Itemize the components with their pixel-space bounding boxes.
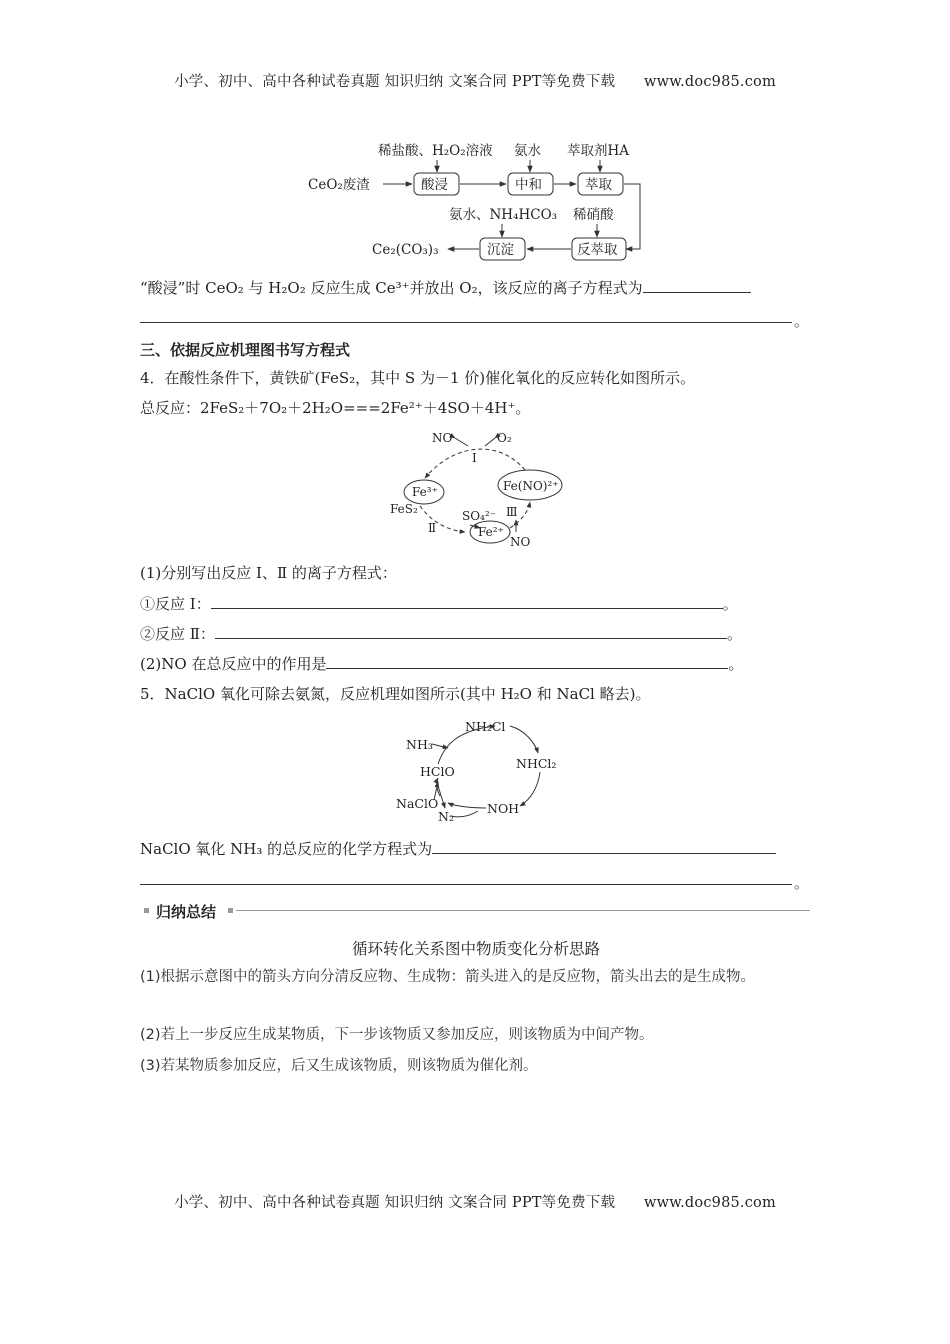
q4-part2: (2)NO 在总反应中的作用是	[140, 655, 327, 673]
footer-text: 小学、初中、高中各种试卷真题 知识归纳 文案合同 PPT等免费下载	[174, 1195, 616, 1211]
naclo-mechanism-diagram	[0, 708, 950, 828]
q4-part2-blank[interactable]	[326, 652, 728, 669]
flow-start: CeO₂废渣	[308, 177, 370, 193]
q4-r1-line	[140, 592, 812, 615]
q4-part2-line	[140, 652, 812, 675]
flow-step-4: 沉淀	[487, 242, 514, 258]
q3-end: 。	[794, 312, 810, 330]
d5-hclo: HClO	[420, 764, 455, 779]
q4-r1-end: 。	[722, 595, 738, 613]
flow-reagent-5: 稀硝酸	[573, 207, 614, 223]
d4-roman-2: Ⅱ	[428, 521, 437, 535]
summary-p3: (3)若某物质参加反应，后又生成该物质，则该物质为催化剂。	[140, 1058, 538, 1074]
d4-so4: SO₄²⁻	[462, 509, 497, 523]
summary-label: 归纳总结	[156, 903, 217, 921]
d5-nh3: NH₃	[406, 737, 433, 752]
flow-step-1: 酸浸	[421, 177, 448, 193]
q4-r2-label: ②反应 Ⅱ：	[140, 625, 215, 643]
q5-question-line	[140, 837, 812, 860]
d5-nh2cl: NH₂Cl	[465, 719, 506, 734]
summary-p2: (2)若上一步反应生成某物质，下一步该物质又参加反应，则该物质为中间产物。	[140, 1027, 654, 1043]
header-text: 小学、初中、高中各种试卷真题 知识归纳 文案合同 PPT等免费下载	[174, 74, 616, 90]
d4-no-bottom: NO	[510, 535, 531, 549]
flow-reagent-1: 稀盐酸、H₂O₂溶液	[378, 143, 493, 159]
d4-fes2: FeS₂	[390, 502, 418, 516]
q5-question: NaClO 氧化 NH₃ 的总反应的化学方程式为	[140, 840, 433, 858]
q3-text: “酸浸”时 CeO₂ 与 H₂O₂ 反应生成 Ce³⁺并放出 O₂，该反应的离子方程式为	[140, 279, 643, 297]
d5-naclo: NaClO	[396, 796, 439, 811]
d5-nhcl2: NHCl₂	[516, 756, 557, 771]
q4-stem: 4．在酸性条件下，黄铁矿(FeS₂，其中 S 为－1 价)催化氧化的反应转化如图所示。	[140, 369, 696, 387]
q4-part2-end: 。	[728, 655, 744, 673]
q5-answer-blank-2[interactable]	[140, 884, 792, 885]
q5-answer-blank-1[interactable]	[432, 837, 776, 854]
q5-end: 。	[794, 874, 810, 892]
summary-title: 循环转化关系图中物质变化分析思路	[351, 940, 600, 958]
flow-reagent-3: 萃取剂HA	[567, 143, 630, 159]
q4-r2-blank[interactable]	[215, 622, 727, 639]
header-site[interactable]: www.doc985.com	[643, 74, 776, 90]
q3-answer-blank-2[interactable]	[140, 322, 792, 323]
d4-o2: O₂	[497, 431, 512, 445]
summary-bullet-left	[144, 908, 149, 913]
d5-noh: NOH	[487, 801, 520, 816]
d4-fe3: Fe³⁺	[412, 485, 438, 499]
q4-r1-blank[interactable]	[211, 592, 723, 609]
d4-feno: Fe(NO)²⁺	[503, 479, 559, 493]
q4-part1: (1)分别写出反应 Ⅰ、Ⅱ 的离子方程式：	[140, 564, 397, 582]
d4-no-top: NO	[432, 431, 453, 445]
d5-n2: N₂	[438, 809, 454, 824]
q4-total-reaction: 总反应：2FeS₂＋7O₂＋2H₂O===2Fe²⁺＋4SO＋4H⁺。	[140, 399, 531, 417]
q5-stem: 5．NaClO 氧化可除去氨氮，反应机理如图所示(其中 H₂O 和 NaCl 略去)。	[140, 685, 651, 703]
d4-roman-1: Ⅰ	[472, 451, 477, 465]
q3-line	[140, 276, 812, 299]
section-3-title: 三、依据反应机理图书写方程式	[140, 341, 351, 359]
summary-p1: (1)根据示意图中的箭头方向分清反应物、生成物：箭头进入的是反应物，箭头出去的是生成物。	[140, 969, 756, 985]
summary-rule	[236, 910, 810, 911]
summary-bullet-right	[228, 908, 233, 913]
flow-reagent-2: 氨水	[514, 143, 541, 159]
process-flowchart	[0, 0, 950, 270]
q4-r1-label: ①反应 Ⅰ：	[140, 595, 211, 613]
flow-step-5: 反萃取	[577, 242, 618, 258]
q4-r2-end: 。	[726, 625, 742, 643]
d4-roman-3: Ⅲ	[506, 505, 518, 519]
q4-r2-line	[140, 622, 812, 645]
flow-step-2: 中和	[515, 177, 542, 193]
pyrite-catalysis-diagram	[0, 420, 950, 570]
page-footer	[0, 1191, 950, 1212]
footer-site[interactable]: www.doc985.com	[643, 1195, 776, 1211]
q3-answer-blank-1[interactable]	[643, 276, 751, 293]
summary-bar	[140, 899, 812, 923]
flow-reagent-4: 氨水、NH₄HCO₃	[449, 207, 558, 223]
flow-step-3: 萃取	[585, 177, 612, 193]
flow-product: Ce₂(CO₃)₃	[372, 242, 439, 258]
d4-fe2: Fe²⁺	[478, 525, 504, 539]
